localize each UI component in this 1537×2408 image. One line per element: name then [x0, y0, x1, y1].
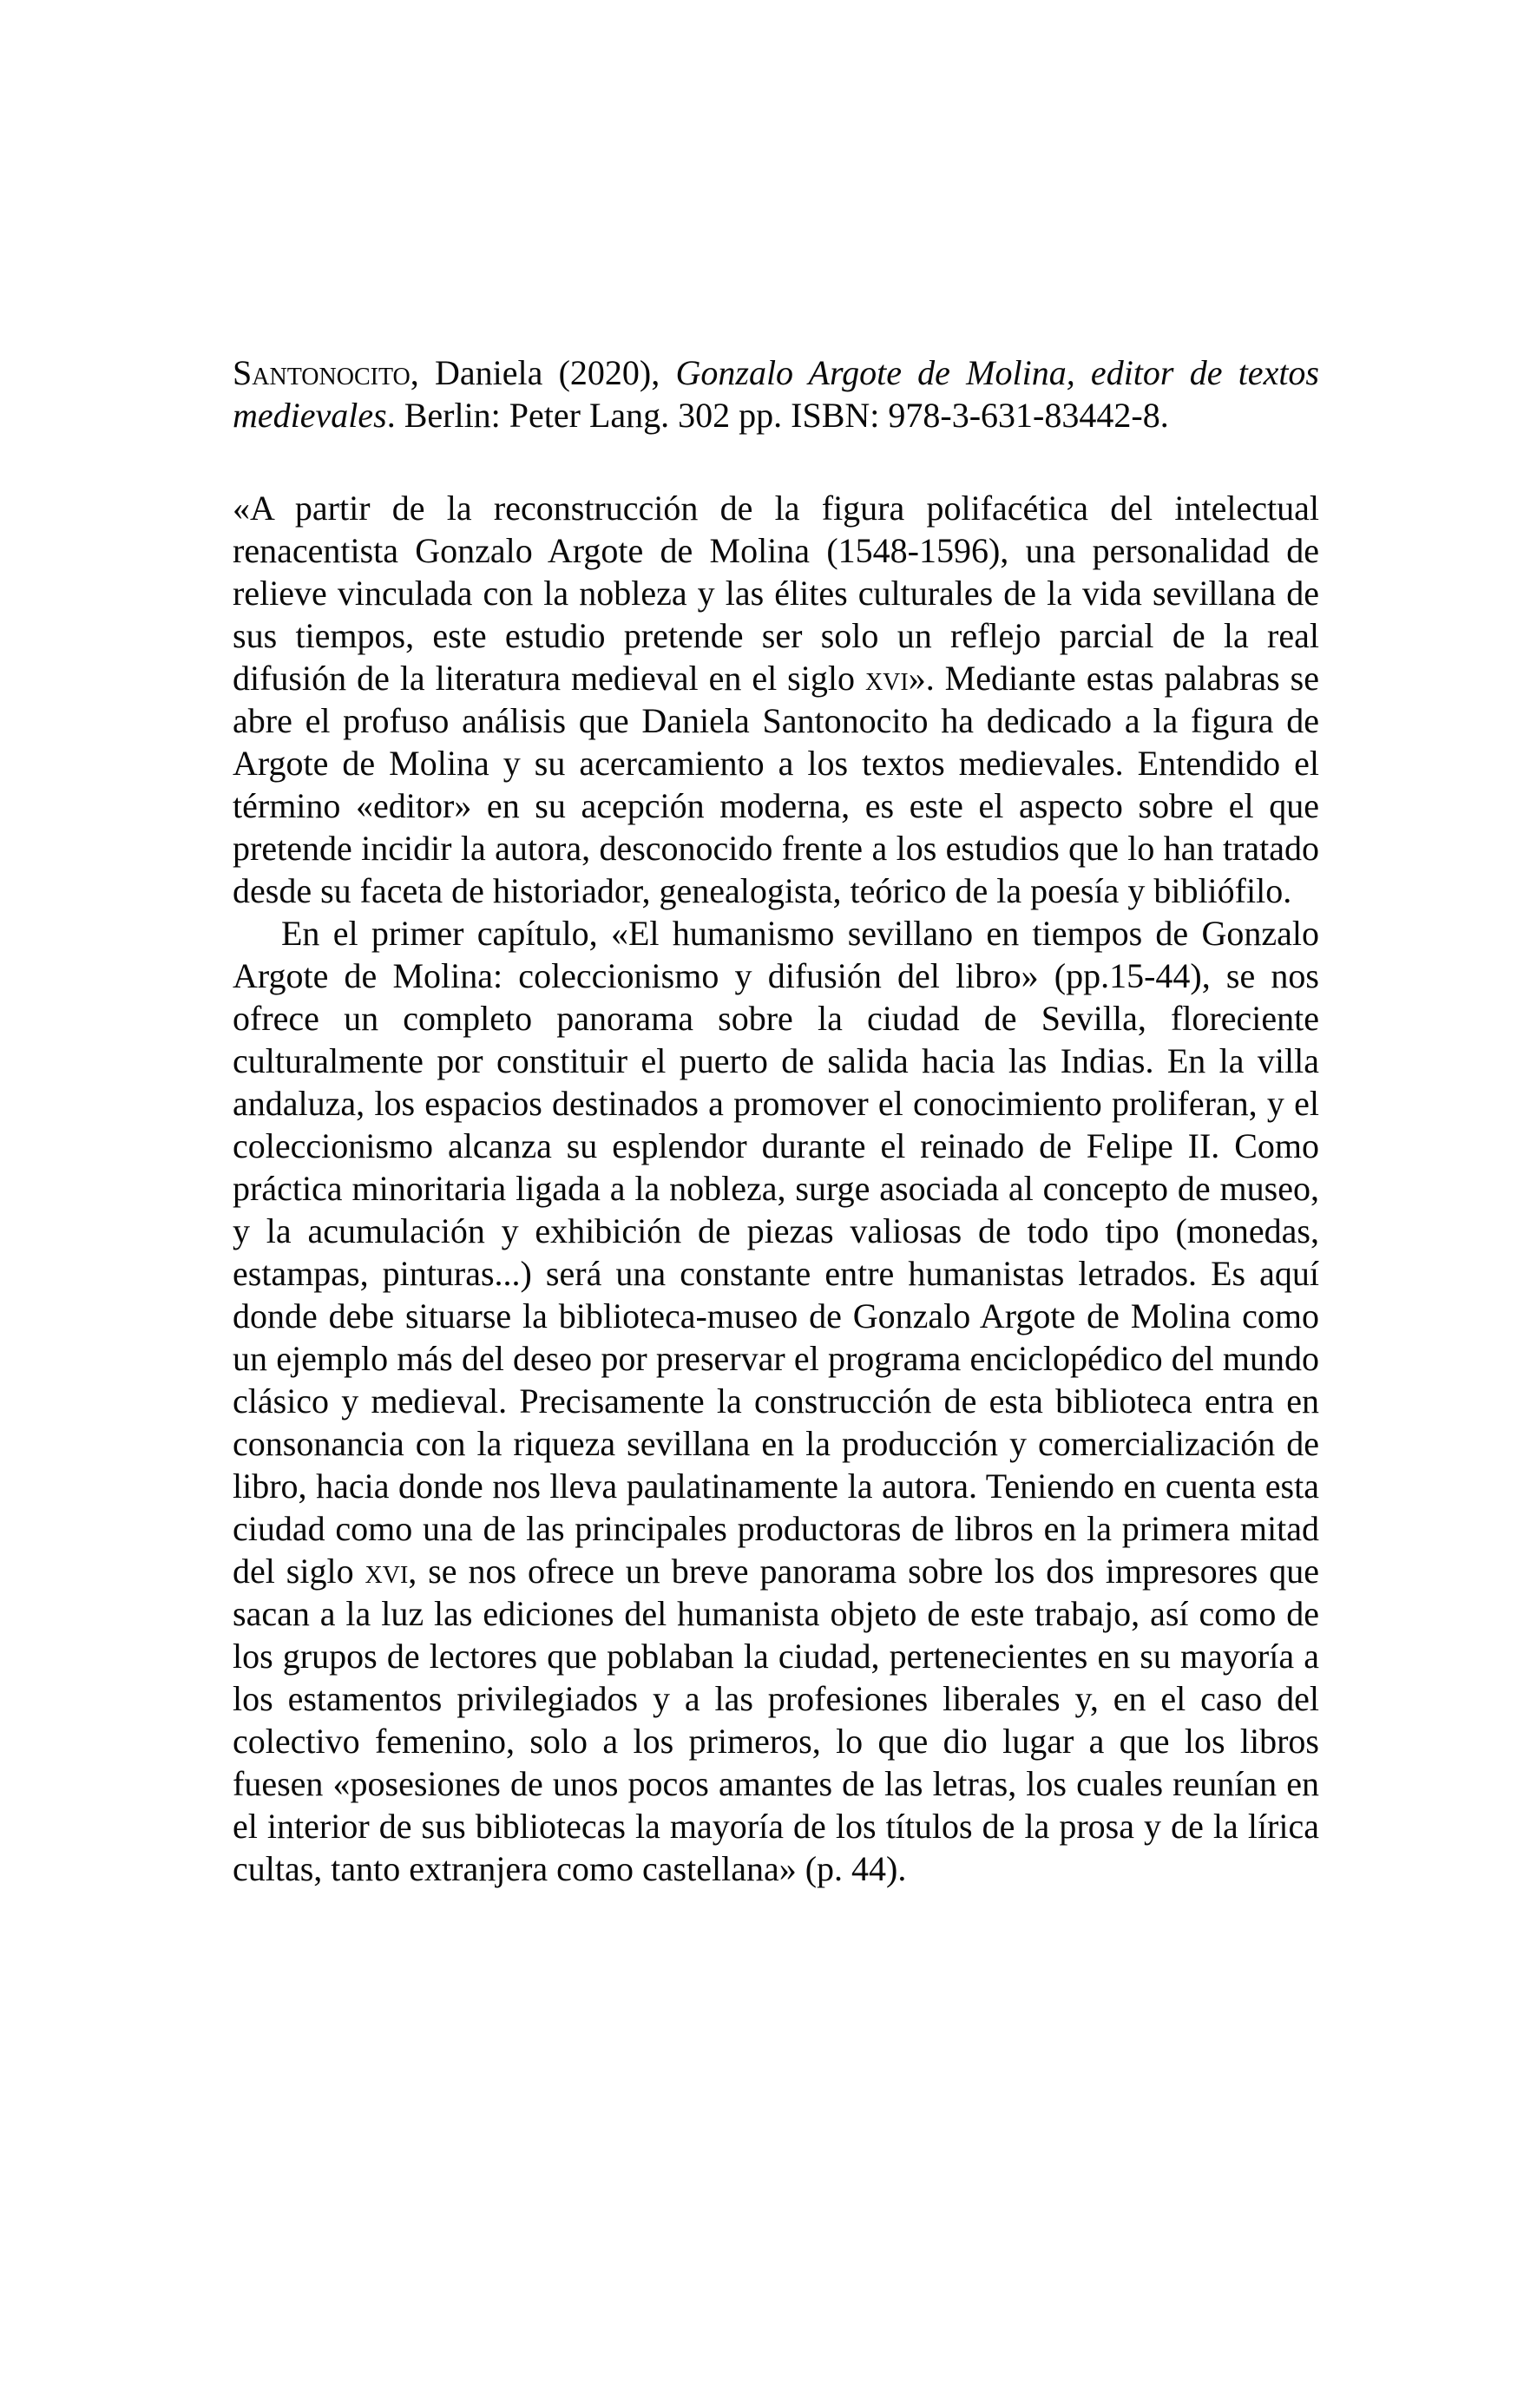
book-title: Gonzalo Argote de Molina, editor de textos medievales [233, 353, 1319, 435]
paragraph-1-text-after-century: ». Mediante estas palabras se abre el profuso análisis que Daniela Santonocito ha dedicado a la figura de Argote de Molina y su acercamiento a los textos medievales. Entendido el término «editor» en su acepción moderna, es este el aspecto sobre el que pretende incidir la autora, desconocido frente a los estudios que lo han tratado desde su faceta de historiador, genealogista, teórico de la poesía y bibliófilo. [233, 659, 1320, 910]
paragraph-2-text-after-century: , se nos ofrece un breve panorama sobre los dos impresores que sacan a la luz las ediciones del humanista objeto de este trabajo, así como de los grupos de lectores que poblaban la ciudad, pertenecientes en su mayoría a los estamentos privilegiados y a las profesiones liberales y, en el caso del colectivo femenino, solo a los primeros, lo que dio lugar a que los libros fuesen «posesiones de unos pocos amantes de las letras, los cuales reunían en el interior de sus bibliotecas la mayoría de los títulos de la prosa y de la lírica cultas, tanto extranjera como castellana» (p. 44). [233, 1552, 1319, 1888]
author-firstname-year: , Daniela (2020), [410, 353, 676, 392]
bibliographic-reference [233, 351, 1319, 436]
paragraph-1-century-numeral: xvi [864, 659, 909, 698]
paragraph-1-text-before-century: «A partir de la reconstrucción de la figura polifacética del intelectual renacentista Gonzalo Argote de Molina (1548-1596), una personalidad de relieve vinculada con la nobleza y las élites culturales de la vida sevillana de sus tiempos, este estudio pretende ser solo un reflejo parcial de la real difusión de la literatura medieval en el siglo [233, 489, 1319, 698]
author-surname: Santonocito [233, 353, 411, 392]
review-paragraph-2 [233, 912, 1319, 1890]
paragraph-2-century-numeral: xvi [365, 1552, 409, 1591]
review-paragraph-1 [233, 487, 1319, 912]
paragraph-2-text-before-century: En el primer capítulo, «El humanismo sevillano en tiempos de Gonzalo Argote de Molina: coleccionismo y difusión del libro» (pp.15-44), se nos ofrece un completo panorama sobre la ciudad de Sevilla, floreciente culturalmente por constituir el puerto de salida hacia las Indias. En la villa andaluza, los espacios destinados a promover el conocimiento proliferan, y el coleccionismo alcanza su esplendor durante el reinado de Felipe II. Como práctica minoritaria ligada a la nobleza, surge asociada al concepto de museo, y la acumulación y exhibición de piezas valiosas de todo tipo (monedas, estampas, pinturas...) será una constante entre humanistas letrados. Es aquí donde debe situarse la biblioteca-museo de Gonzalo Argote de Molina como un ejemplo más del deseo por preservar el programa enciclopédico del mundo clásico y medieval. Precisamente la construcción de esta biblioteca entra en consonancia con la riqueza sevillana en la producción y comercialización de libro, hacia donde nos lleva paulatinamente la autora. Teniendo en cuenta esta ciudad como una de las principales productoras de libros en la primera mitad del siglo [233, 914, 1319, 1591]
publication-info: . Berlin: Peter Lang. 302 pp. ISBN: 978-3-631-83442-8. [386, 396, 1169, 435]
text-block [233, 351, 1319, 1890]
